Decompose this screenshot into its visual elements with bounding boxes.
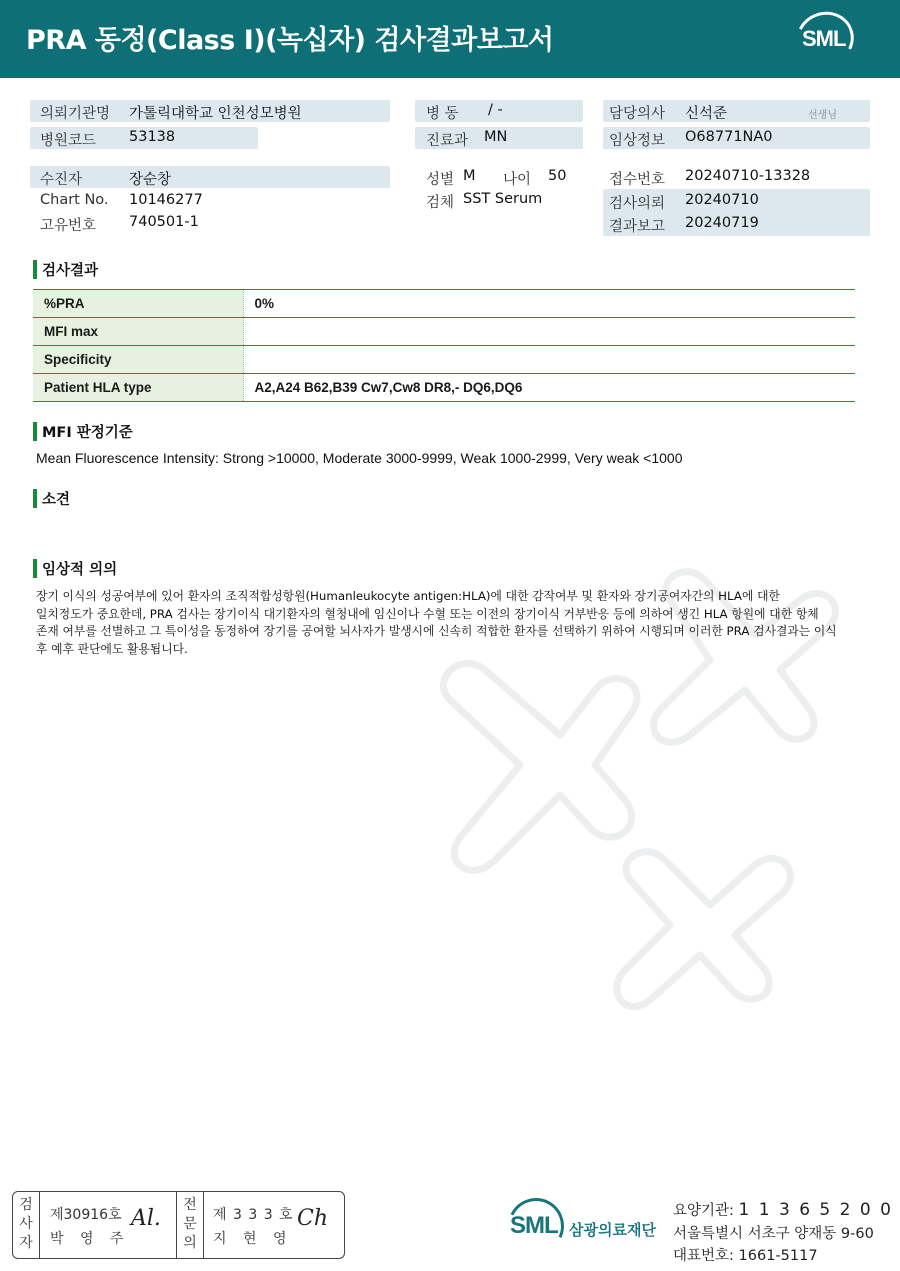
patient-name-value: 장순창	[129, 172, 172, 188]
clinical-line: 일치정도가 중요한데, PRA 검사는 장기이식 대기환자의 혈청내에 임신이나 수혈 또는 이전의 장기이식 거부반응 등에 의하여 생긴 HLA 항원에 대한 항체	[36, 606, 819, 621]
clinical-line: 존재 여부를 선별하고 그 특이성을 동정하여 장기를 공여할 뇌사자가 발생시에 신속히 적합한 환자를 선택하기 위하여 시행되며 이러한 PRA 검사결과는 이식	[36, 624, 837, 638]
result-value	[243, 318, 855, 346]
request-date-label: 검사의뢰	[609, 196, 666, 212]
hospital-code-value: 53138	[129, 129, 176, 145]
ward-value: / -	[488, 102, 503, 118]
tester-label: 검 사 자	[19, 1197, 33, 1251]
tester-license-number: 제30916호	[50, 1207, 122, 1223]
sml-logo	[796, 12, 854, 66]
request-date-value: 20240710	[685, 192, 759, 208]
clinical-info-label: 임상정보	[609, 133, 666, 149]
specialist-signature: Ch	[297, 1206, 329, 1231]
sml-logo-text: SML	[802, 26, 846, 51]
tester-signature: Al.	[131, 1206, 161, 1231]
result-value: A2,A24 B62,B39 Cw7,Cw8 DR8,- DQ6,DQ6	[243, 374, 855, 402]
patient-name-label: 수진자	[40, 172, 83, 188]
table-row	[33, 346, 855, 374]
doctor-label: 담당의사	[609, 106, 666, 122]
department-label: 진료과	[426, 133, 469, 149]
department-value: MN	[484, 129, 508, 145]
report-date-value: 20240719	[685, 215, 759, 231]
table-row	[33, 318, 855, 346]
care-institution-number: 1 1 3 6 5 2 0 0	[738, 1200, 893, 1220]
receipt-value: 20240710-13328	[685, 168, 811, 184]
chart-number-value: 10146277	[129, 192, 203, 208]
sex-value: M	[463, 168, 476, 184]
address: 서울특별시 서초구 양재동 9-60	[673, 1226, 874, 1242]
clinical-significance-text	[36, 588, 854, 658]
receipt-label: 접수번호	[609, 172, 666, 188]
mfi-criteria-text: Mean Fluorescence Intensity: Strong >10000, Moderate 3000-9999, Weak 1000-2999, Very weak <1000	[36, 450, 683, 466]
institution-value: 가톨릭대학교 인천성모병원	[129, 106, 302, 122]
specialist-name: 지 현 영	[213, 1231, 293, 1247]
results-section-title: 검사결과	[33, 259, 98, 280]
age-value: 50	[548, 168, 567, 184]
phone-number: 1661-5117	[738, 1248, 818, 1264]
result-label: Patient HLA type	[33, 374, 243, 402]
sex-label: 성별	[426, 172, 455, 188]
phone: 대표번호: 1661-5117	[673, 1248, 818, 1264]
tester-name: 박 영 주	[50, 1231, 130, 1247]
specialist-label: 전 문 의	[183, 1197, 197, 1251]
table-row	[33, 290, 855, 318]
report-title: PRA 동정(Class I)(녹십자) 검사결과보고서	[26, 25, 554, 56]
opinion-section-title: 소견	[33, 488, 70, 509]
signature-box	[12, 1191, 345, 1259]
result-value: 0%	[243, 290, 855, 318]
footer-logo-text: SML	[510, 1212, 558, 1239]
results-table	[33, 289, 855, 402]
report-date-label: 결과보고	[609, 219, 666, 235]
unique-id-label: 고유번호	[40, 218, 97, 234]
result-label: Specificity	[33, 346, 243, 374]
care-institution: 요양기관: 1 1 3 6 5 2 0 0	[673, 1200, 893, 1220]
institution-label: 의뢰기관명	[40, 106, 111, 122]
clinical-line: 후 예후 판단에도 활용됩니다.	[36, 641, 188, 656]
specimen-label: 검체	[426, 195, 455, 211]
specialist-license-number: 제 3 3 3 호	[213, 1207, 294, 1223]
clinical-info-value: O68771NA0	[685, 129, 773, 145]
result-label: %PRA	[33, 290, 243, 318]
unique-id-value: 740501-1	[129, 214, 199, 230]
result-value	[243, 346, 855, 374]
foundation-name: 삼광의료재단	[569, 1221, 656, 1239]
doctor-suffix: 선생님	[808, 110, 837, 121]
clinical-line: 장기 이식의 성공여부에 있어 환자의 조직적합성항원(Humanleukocyte antigen:HLA)에 대한 감작여부 및 환자와 장기공여자간의 HLA에 대한	[36, 589, 780, 603]
report-header	[0, 0, 900, 78]
table-row	[33, 374, 855, 402]
footer-sml-logo	[508, 1198, 568, 1256]
mfi-section-title: MFI 판정기준	[33, 421, 133, 442]
ward-label: 병 동	[426, 106, 459, 122]
result-label: MFI max	[33, 318, 243, 346]
doctor-value: 신석준	[685, 106, 728, 122]
specimen-value: SST Serum	[463, 191, 543, 207]
hospital-code-label: 병원코드	[40, 133, 97, 149]
clinical-section-title: 임상적 의의	[33, 558, 117, 579]
chart-number-label: Chart No.	[40, 192, 109, 208]
age-label: 나이	[503, 172, 532, 188]
